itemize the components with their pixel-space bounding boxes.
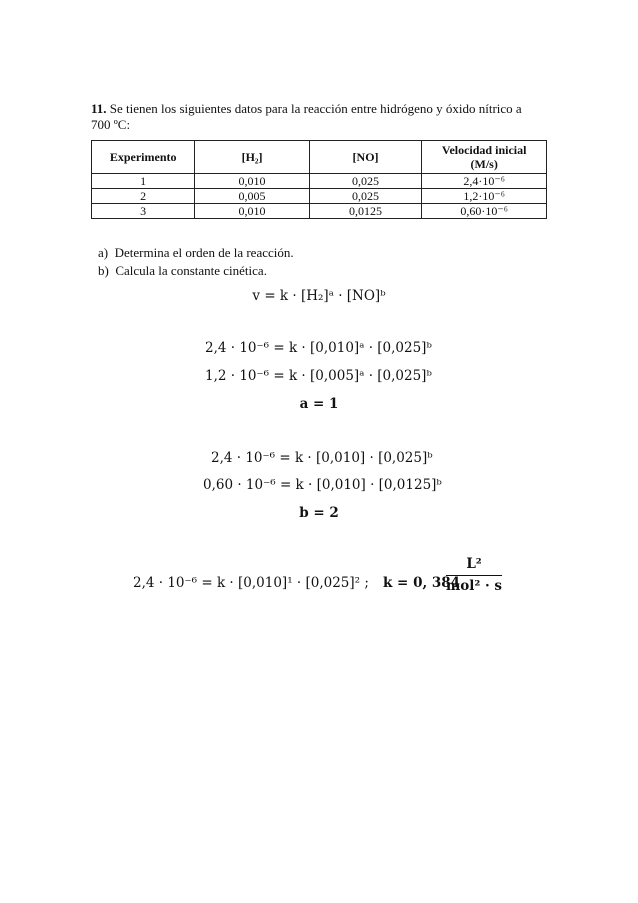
cell: 0,0125 <box>309 204 422 219</box>
equation-exp3-b: 0,60 · 10⁻⁶ = k · [0,010] · [0,0125]ᵇ <box>203 477 442 493</box>
cell: 1,2·10⁻⁶ <box>422 189 547 204</box>
header-experimento: Experimento <box>92 141 195 174</box>
cell: 0,60·10⁻⁶ <box>422 204 547 219</box>
table-header-row <box>92 141 547 174</box>
equation-exp2-a: 1,2 · 10⁻⁶ = k · [0,005]ᵃ · [0,025]ᵇ <box>205 368 432 384</box>
data-table <box>91 140 547 219</box>
k-unit-numerator: L² <box>446 556 502 576</box>
header-no: [NO] <box>309 141 422 174</box>
result-a: a = 1 <box>299 396 339 412</box>
cell: 0,025 <box>309 189 422 204</box>
header-velocidad <box>422 141 547 174</box>
table-row <box>92 189 547 204</box>
cell: 1 <box>92 174 195 189</box>
equation-exp1-a: 2,4 · 10⁻⁶ = k · [0,010]ᵃ · [0,025]ᵇ <box>205 340 432 356</box>
question-letter: b) <box>98 263 109 278</box>
table-row <box>92 204 547 219</box>
problem-statement <box>91 101 561 117</box>
problem-text: Se tienen los siguientes datos para la reacción entre hidrógeno y óxido nítrico a <box>109 101 522 116</box>
cell: 0,010 <box>195 174 309 189</box>
question-text: Calcula la constante cinética. <box>115 263 267 278</box>
problem-text-line2: 700 ºC: <box>91 117 131 132</box>
cell: 3 <box>92 204 195 219</box>
equation-exp1-b: 2,4 · 10⁻⁶ = k · [0,010] · [0,025]ᵇ <box>211 450 433 466</box>
cell: 0,010 <box>195 204 309 219</box>
table-row <box>92 174 547 189</box>
question-text: Determina el orden de la reacción. <box>114 245 294 260</box>
k-unit-fraction <box>446 556 502 594</box>
header-velocidad-label: Velocidad inicial <box>441 143 527 157</box>
cell: 2 <box>92 189 195 204</box>
fraction <box>446 556 502 594</box>
question-letter: a) <box>98 245 109 260</box>
rate-law-equation: v = k · [H₂]ᵃ · [NO]ᵇ <box>252 288 386 304</box>
question-b <box>98 263 267 279</box>
cell: 0,025 <box>309 174 422 189</box>
result-b: b = 2 <box>299 505 339 521</box>
cell: 0,005 <box>195 189 309 204</box>
header-velocidad-unit: (M/s) <box>470 157 498 171</box>
cell: 2,4·10⁻⁶ <box>422 174 547 189</box>
header-h2: [H₂] <box>195 141 309 174</box>
k-result: k = 0, 384 <box>383 575 461 591</box>
equation-k-calc: 2,4 · 10⁻⁶ = k · [0,010]¹ · [0,025]² ; <box>133 575 369 591</box>
k-unit-denominator: mol² · s <box>446 578 503 594</box>
problem-number: 11. <box>91 101 107 116</box>
question-a <box>98 245 294 261</box>
